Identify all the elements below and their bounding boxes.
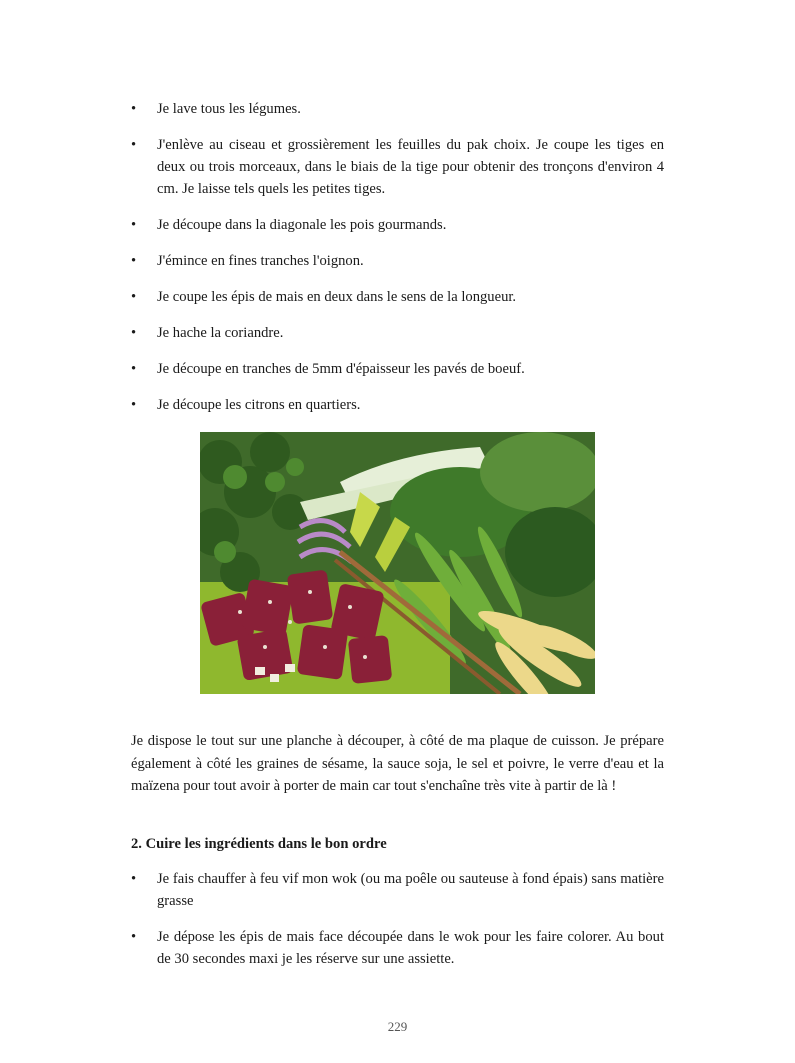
bullet: •	[131, 361, 137, 377]
list-item-text: Je hache la coriandre.	[157, 325, 284, 341]
bullet: •	[131, 289, 137, 305]
bullet: •	[131, 871, 137, 887]
list-item-text: Je fais chauffer à feu vif mon wok (ou ma poêle ou sauteuse à fond épais) sans matière grasse	[157, 871, 664, 909]
bullet: •	[131, 325, 137, 341]
bullet: •	[131, 253, 137, 269]
bullet: •	[131, 929, 137, 945]
cook-steps-list	[131, 868, 664, 984]
list-item-text: Je découpe en tranches de 5mm d'épaisseur les pavés de boeuf.	[157, 361, 525, 377]
list-item-text: J'enlève au ciseau et grossièrement les feuilles du pak choix. Je coupe les tiges en deux ou trois morceaux, dans le biais de la tige pour obtenir des tronçons d'environ 4 cm. Je laisse tels quels les petites tiges.	[157, 137, 664, 197]
bullet: •	[131, 137, 137, 153]
list-item-text: Je découpe les citrons en quartiers.	[157, 397, 361, 413]
page-number: 229	[387, 1019, 408, 1034]
ingredients-photo-illustration	[200, 432, 595, 694]
ingredients-photo	[200, 432, 595, 694]
list-item	[131, 358, 664, 380]
list-item	[131, 98, 664, 120]
bullet: •	[131, 101, 137, 117]
list-item	[131, 868, 664, 912]
section-heading: 2. Cuire les ingrédients dans le bon ordre	[131, 836, 387, 852]
list-item	[131, 394, 664, 416]
list-item-text: J'émince en fines tranches l'oignon.	[157, 253, 364, 269]
list-item	[131, 286, 664, 308]
bullet: •	[131, 217, 137, 233]
list-item-text: Je lave tous les légumes.	[157, 101, 301, 117]
list-item	[131, 250, 664, 272]
list-item	[131, 322, 664, 344]
paragraph: Je dispose le tout sur une planche à découper, à côté de ma plaque de cuisson. Je prépare également à côté les graines de sésame, la sauce soja, le sel et poivre, le verre d'eau et la maïzena pour tout avoir à porter de main car tout s'enchaîne très vite à partir de là !	[131, 733, 664, 794]
list-item	[131, 134, 664, 200]
list-item-text: Je découpe dans la diagonale les pois gourmands.	[157, 217, 447, 233]
bullet: •	[131, 397, 137, 413]
prep-steps-list	[131, 98, 664, 430]
list-item	[131, 926, 664, 970]
list-item-text: Je dépose les épis de mais face découpée dans le wok pour les faire colorer. Au bout de 30 secondes maxi je les réserve sur une assiette.	[157, 929, 664, 967]
list-item	[131, 214, 664, 236]
list-item-text: Je coupe les épis de mais en deux dans le sens de la longueur.	[157, 289, 517, 305]
